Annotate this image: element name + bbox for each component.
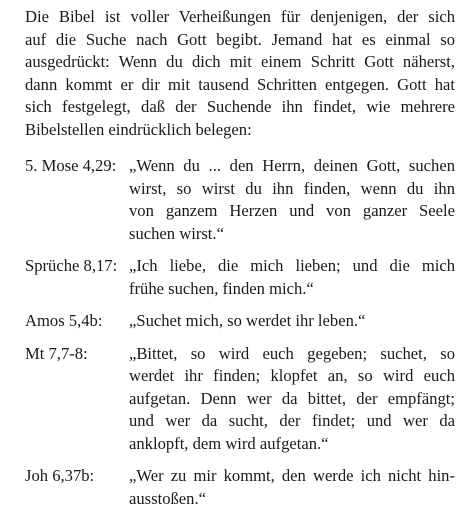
verse-reference: Sprüche 8,17: <box>25 255 129 300</box>
verse-line: „Suchet mich, so werdet ihr leben.“ <box>129 310 455 333</box>
verse-quote <box>129 155 455 245</box>
verse-line: aufgetan. Denn wer da bittet, der empfängt; <box>129 388 455 411</box>
verse-line: „Ich liebe, die mich lieben; und die mich <box>129 255 455 278</box>
verse-entry <box>25 465 455 510</box>
verse-reference: Amos 5,4b: <box>25 310 129 333</box>
verse-line: werdet ihr finden; klopfet an, so wird euch <box>129 365 455 388</box>
bible-verse-list <box>25 155 455 510</box>
intro-line: ausgedrückt: Wenn du dich mit einem Schritt Gott näherst, <box>25 51 455 74</box>
verse-line: ausstoßen.“ <box>129 488 455 510</box>
verse-entry <box>25 255 455 300</box>
verse-reference: Joh 6,37b: <box>25 465 129 510</box>
verse-line: „Bittet, so wird euch gegeben; suchet, so <box>129 343 455 366</box>
verse-quote <box>129 343 455 456</box>
verse-line: „Wenn du ... den Herrn, deinen Gott, suchen <box>129 155 455 178</box>
intro-line: dann kommt er dir mit tausend Schritten entgegen. Gott hat <box>25 74 455 97</box>
verse-quote <box>129 255 455 300</box>
verse-reference: Mt 7,7-8: <box>25 343 129 456</box>
verse-line: suchen wirst.“ <box>129 223 455 246</box>
verse-entry <box>25 155 455 245</box>
verse-line: frühe suchen, finden mich.“ <box>129 278 455 301</box>
verse-entry <box>25 310 455 333</box>
intro-line: Bibelstellen eindrücklich belegen: <box>25 119 455 142</box>
verse-line: wirst, so wirst du ihn finden, wenn du ihn <box>129 178 455 201</box>
intro-line: sich festgelegt, daß der Suchende ihn findet, wie mehrere <box>25 96 455 119</box>
verse-line: und wer da sucht, der findet; und wer da <box>129 410 455 433</box>
verse-line: von ganzem Herzen und von ganzer Seele <box>129 200 455 223</box>
verse-quote <box>129 465 455 510</box>
intro-paragraph <box>25 6 455 141</box>
verse-quote <box>129 310 455 333</box>
verse-line: „Wer zu mir kommt, den werde ich nicht hin- <box>129 465 455 488</box>
intro-line: auf die Suche nach Gott begibt. Jemand hat es einmal so <box>25 29 455 52</box>
intro-line: Die Bibel ist voller Verheißungen für denjenigen, der sich <box>25 6 455 29</box>
verse-entry <box>25 343 455 456</box>
verse-line: anklopft, dem wird aufgetan.“ <box>129 433 455 456</box>
verse-reference: 5. Mose 4,29: <box>25 155 129 245</box>
